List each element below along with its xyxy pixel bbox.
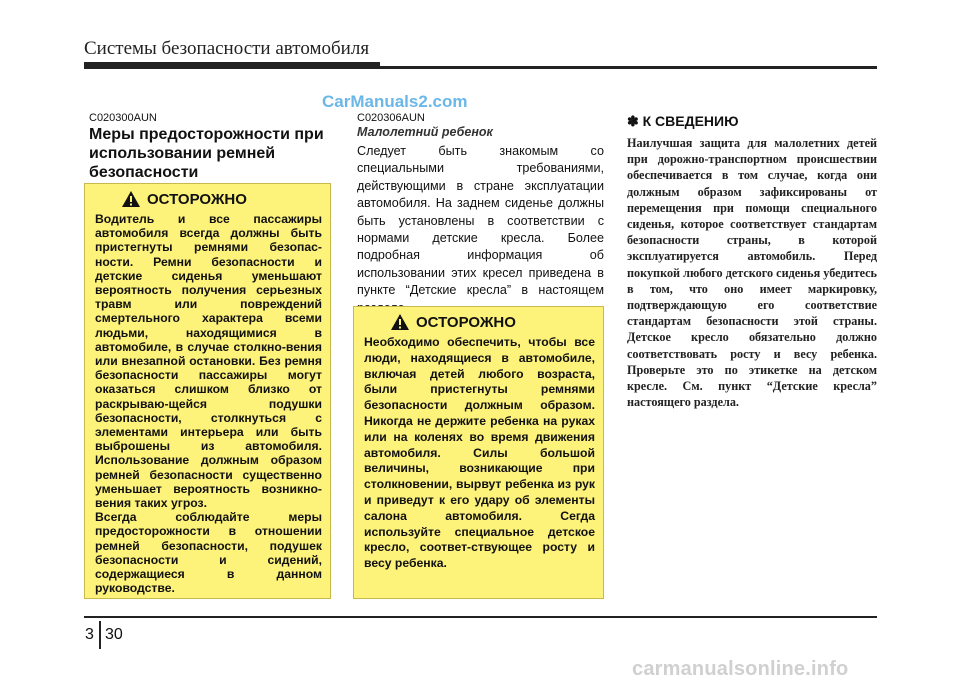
warning-box <box>353 306 604 599</box>
page-number: 30 <box>105 626 123 643</box>
watermark-top: CarManuals2.com <box>322 92 468 111</box>
warning-triangle-icon <box>390 313 410 331</box>
warning-triangle-icon <box>121 190 141 208</box>
warning-header <box>121 190 322 208</box>
warning-box <box>84 183 331 599</box>
body-paragraph: Следует быть знакомым со специальными требованиями, действующими в стране эксплуатации автомобиля. На заднем сиденье должны быть установлены в соответствии с нормами детские кресла. Более подробная информация об использовании этих кресел приведена в пункте “Детские кресла” в настоящем <box>357 144 604 298</box>
footer-rule <box>84 616 877 618</box>
page-header-title: Системы безопасности автомобиля <box>84 38 370 59</box>
warning-header <box>390 313 595 331</box>
warning-text: Водитель и все пассажиры автомобиля всегда должны быть пристегнуты ремнями безопас-ности. Ремни безопасности и детские сиденья уменьшают вероятность получения серьезных травм или повреждений смертельного характера всеми людьми, находящимися в автомобиле, в случае столкно-вения или внезапной остановки. Без ремня безопасности пассажиры могут оказаться слишком близко от раскрываю-щейся подушки безопасности, столкнуться с элементами интерьера или быть выброшены из автомобиля. Использование должным образом ремней безопасности существенно уменьшает вероятность возникно-вения таких угроз. Всегда соблюдайте меры предосторожности в отношении ремней безопасности, подушек безопасности и сидений, содержащиеся в данном руководстве. <box>95 212 322 596</box>
watermark-bottom: carmanualsonline.info <box>632 658 849 680</box>
section-heading: Меры предосторожности при использовании ремней безопасности <box>89 126 324 181</box>
page-number-separator <box>99 621 101 649</box>
chapter-number: 3 <box>85 626 94 643</box>
info-heading: ✽ К СВЕДЕНИЮ <box>627 113 739 129</box>
header-rule-accent <box>84 62 380 69</box>
info-paragraph: Наилучшая защита для малолетних детей при дорожно-транспортном происшествии обеспечивается в том случае, когда они должным образом зафиксированы от перемещения при помощи специального сиденья, которое соответствует стандартам безопасности страны, в которой эксплуатируется автомобиль. Перед покупкой любого детского сиденья убедитесь в том, что оно имеет маркировку, подтверждающую его соответствие стандартам безопасности этой страны. Детское кресло обязательно должно соответствовать росту и весу ребенка. Проверьте это по этикетке на детском кресле. См. пункт “Детские кресла” настоящего раздела. <box>627 136 877 410</box>
warning-title: ОСТОРОЖНО <box>147 190 247 208</box>
section-code: C020306AUN <box>357 112 425 124</box>
section-code: C020300AUN <box>89 112 157 124</box>
warning-text: Необходимо обеспечить, чтобы все люди, находящиеся в автомобиле, включая детей любого возраста, были пристегнуты ремнями безопасности должным образом. Никогда не держите ребенка на руках или на коленях во время движения автомобиля. Силы большой величины, возникающие при столкновении, вырвут ребенка из рук и приведут к его удару об элементы салона автомобиля. Сегда используйте специальное детское кресло, соответ-ствующее росту и весу ребенка. <box>364 335 595 571</box>
warning-title: ОСТОРОЖНО <box>416 313 516 331</box>
section-subheading: Малолетний ребенок <box>357 125 493 139</box>
